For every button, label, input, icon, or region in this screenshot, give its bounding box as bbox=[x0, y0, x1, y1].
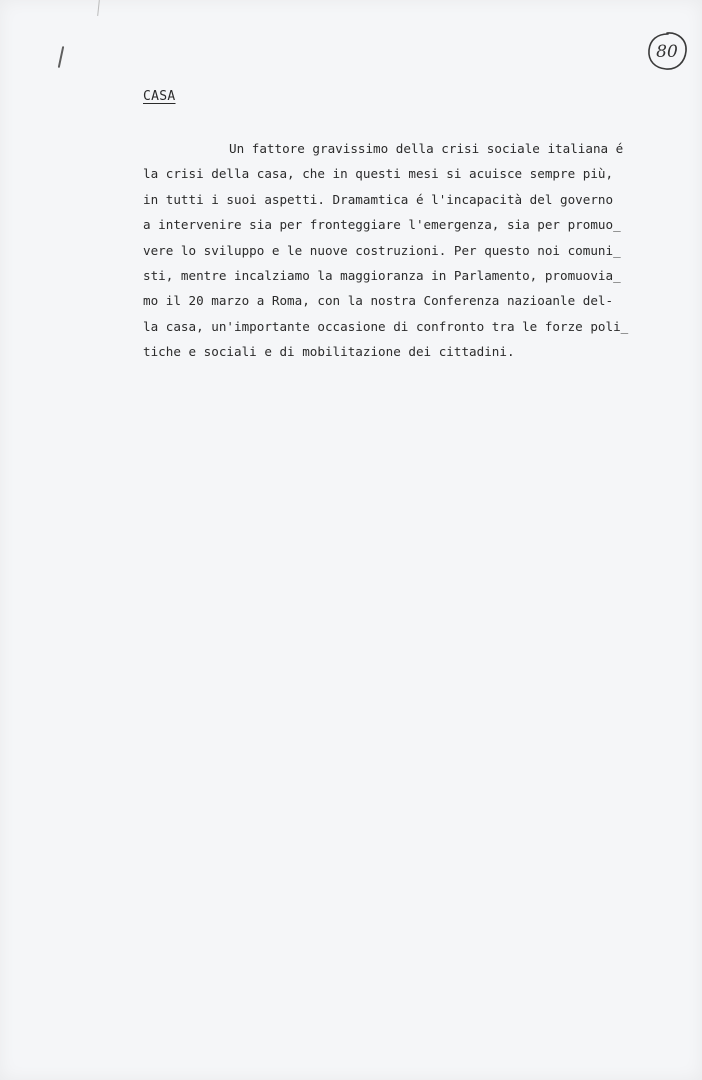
paragraph-line: mo il 20 marzo a Roma, con la nostra Conferenza nazioanle del- bbox=[143, 293, 614, 309]
paragraph-line: Un fattore gravissimo della crisi sociale italiana é bbox=[229, 141, 624, 156]
section-heading: CASA bbox=[143, 89, 176, 104]
margin-pen-mark bbox=[58, 46, 65, 68]
page-number-text: 80 bbox=[656, 42, 678, 62]
circled-number-icon bbox=[645, 30, 689, 72]
paragraph-line: la crisi della casa, che in questi mesi si acuisce sempre più, bbox=[143, 166, 614, 182]
paragraph-line: sti, mentre incalziamo la maggioranza in Parlamento, promuovia̲ bbox=[143, 267, 621, 283]
paragraph-line: a intervenire sia per fronteggiare l'emergenza, sia per promuo̲ bbox=[143, 217, 621, 233]
margin-pencil-mark-faint bbox=[97, 0, 100, 16]
paragraph-line: vere lo sviluppo e le nuove costruzioni. Per questo noi comuni̲ bbox=[143, 242, 621, 258]
paragraph-line: tiche e sociali e di mobilitazione dei cittadini. bbox=[143, 344, 515, 360]
body-paragraph bbox=[143, 136, 683, 365]
handwritten-page-number-stamp bbox=[645, 30, 689, 72]
paragraph-line: in tutti i suoi aspetti. Dramamtica é l'incapacità del governo bbox=[143, 191, 614, 207]
paragraph-line: la casa, un'importante occasione di confronto tra le forze poli̲ bbox=[143, 318, 629, 334]
